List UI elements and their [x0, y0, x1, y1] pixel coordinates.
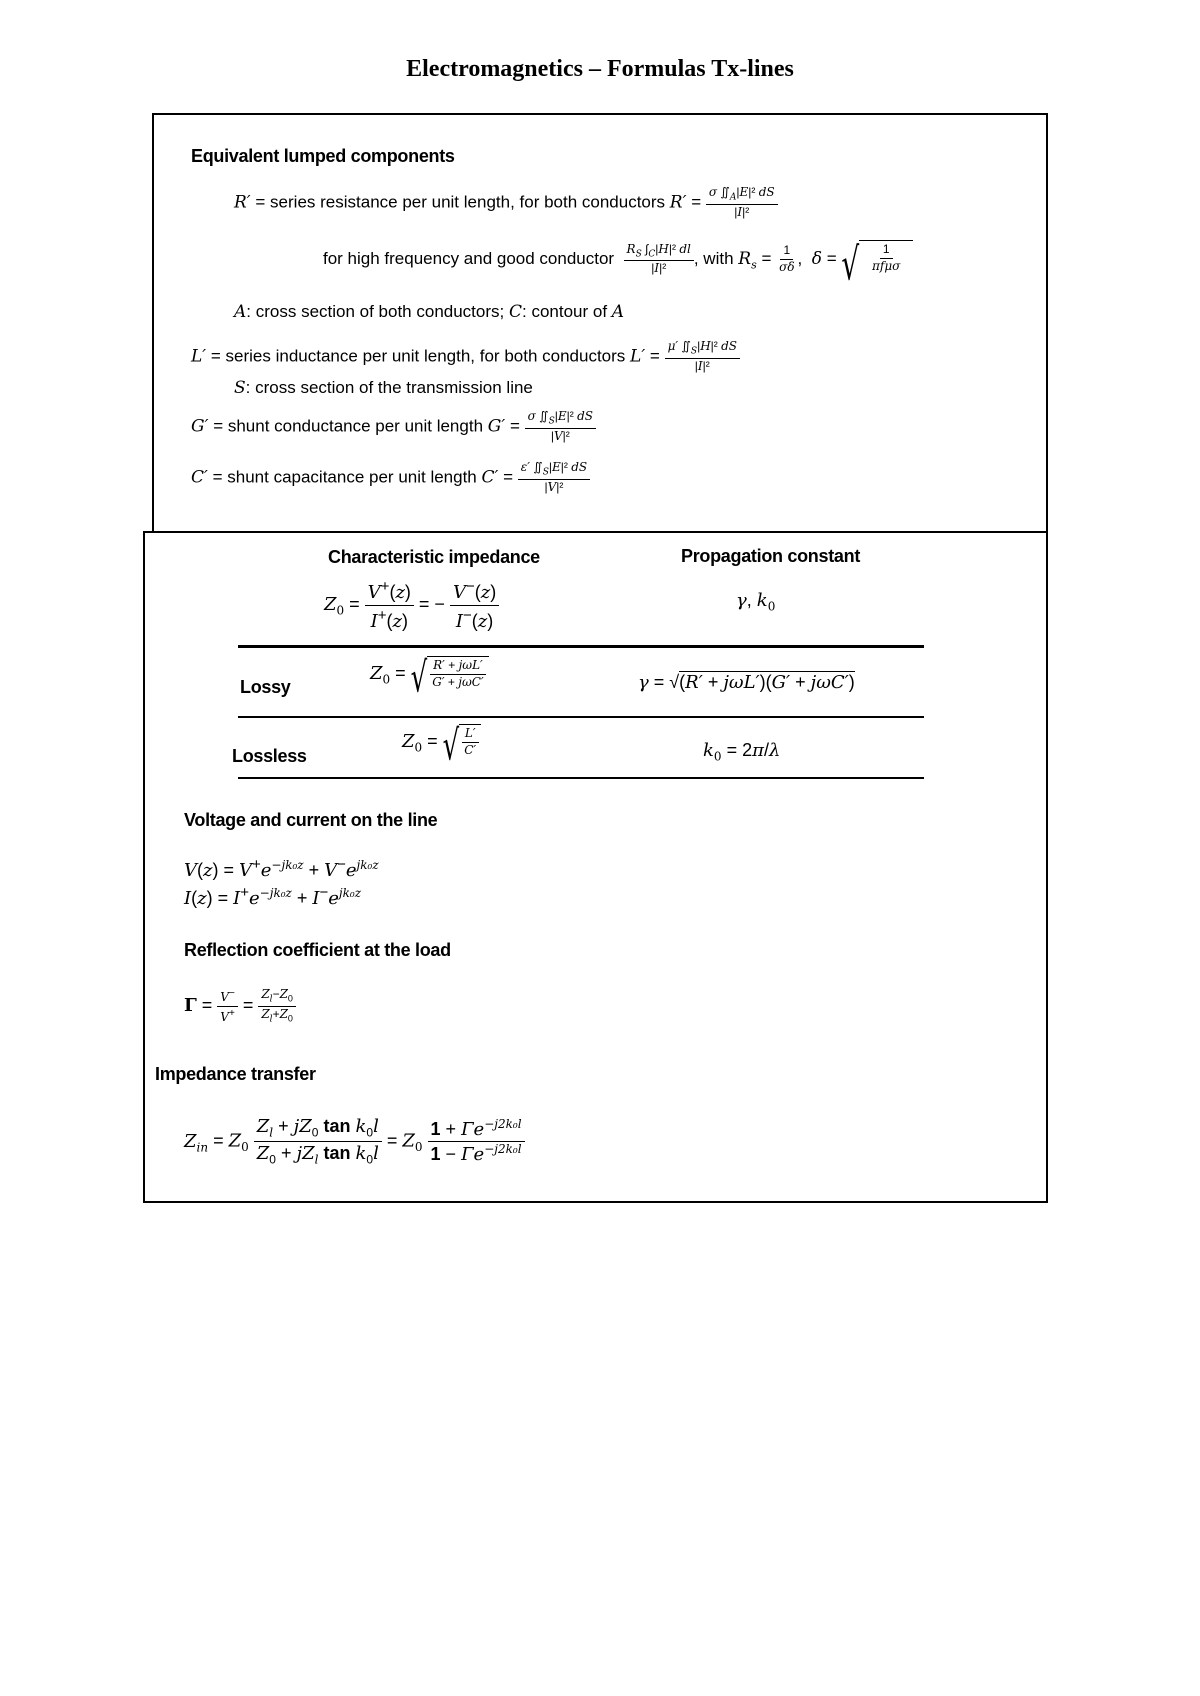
voltage-equation: $V(z) = V^+e^{-jk_0z} + V^-e^{jk_0z}$ — [184, 856, 379, 881]
lossless-z0-formula: $Z_0$ = √ $\frac{L'}{C'}$ — [402, 724, 481, 760]
rs-formula: $\frac{1}{\sigma\delta}$ — [779, 243, 795, 274]
l-prime-text: = series inductance per unit length, for both conductors — [210, 346, 626, 366]
lossy-gamma-formula: γ = √(R′ + jωL′)(G′ + jωC′) — [638, 672, 855, 693]
rs-integral-formula: $\frac{R_S \int_C|H|^2 dl}{\text{|I|²}}$ — [624, 243, 694, 277]
cross-section-a-line: A: cross section of both conductors; C: contour of A — [234, 302, 625, 322]
table-rule-middle — [238, 716, 924, 718]
row-lossy-label: Lossy — [240, 677, 291, 697]
with-text: , with — [693, 248, 734, 268]
reflection-formula: Γ = $\frac{V^-}{V^+}$ = $\frac{Z_l-Z_0}{Z_l+Z_0}$ — [184, 988, 296, 1025]
col-heading-propagation: Propagation constant — [681, 546, 861, 566]
c-prime-text: = shunt capacitance per unit length — [212, 467, 477, 487]
c-prime-definition: C′ = shunt capacitance per unit length C′ = $\frac{\varepsilon' ∬_S|E|^2 dS}{\text{|V|²}}$ — [191, 461, 590, 495]
c-prime-formula: $\frac{\varepsilon' ∬_S|E|^2 dS}{\text{|V|²}}$ — [518, 461, 590, 495]
r-prime-formula: $\frac{\sigma ∬_A|E|^2 dS}{\text{|I|²}}$ — [706, 186, 778, 220]
impedance-transfer-heading: Impedance transfer — [155, 1064, 316, 1084]
current-equation: $I(z) = I^+e^{-jk_0z} + I^-e^{jk_0z}$ — [184, 884, 362, 909]
r-prime-text: = series resistance per unit length, for both conductors — [255, 192, 666, 212]
impedance-transfer-formula: $Z_{in} = Z_0$ $\frac{Z_l + jZ_0 \tan k_0l}{Z_0 + jZ_l \tan k_0l}$ = $Z_0$ $\frac{1 + \Gamma e^{-j2k_0l}}{1 - \Gamma e^{-j2k_0l}}$ — [184, 1116, 525, 1168]
row-lossless-label: Lossless — [232, 746, 307, 766]
gamma-k0-symbols: γ, $k_0$ — [736, 590, 776, 614]
table-rule-top — [238, 645, 924, 648]
lossless-k0-formula: $k_0 = 2\pi/\lambda$ — [703, 740, 781, 764]
page-title: Electromagnetics – Formulas Tx-lines — [406, 56, 794, 82]
g-prime-definition: G′ = shunt conductance per unit length G′ = $\frac{\sigma ∬_S|E|^2 dS}{\text{|V|²}}$ — [191, 410, 596, 444]
lossy-z0-formula: $Z_0$ = √ $\frac{\text{R′ + jωL′}}{\text{G′ + jωC′}}$ — [370, 656, 489, 692]
table-rule-bottom — [238, 777, 924, 779]
l-prime-formula: $\frac{\mu' ∬_S|H|^2 dS}{\text{|I|²}}$ — [665, 340, 740, 374]
r-prime-definition: R′ = series resistance per unit length, for both conductors R′ = $\frac{\sigma ∬_A|E|^2 dS}{\text{|I|²}}$ — [234, 186, 778, 220]
z0-definition-formula: $Z_0$ = $\frac{V^+(z)}{I^+(z)}$ = − $\frac{V^-(z)}{I^-(z)}$ — [324, 578, 499, 632]
g-prime-text: = shunt conductance per unit length — [213, 416, 484, 436]
delta-formula: √ $\frac{1}{\text{πfμσ}}$ — [841, 240, 913, 279]
high-frequency-line: for high frequency and good conductor $\frac{R_S \int_C|H|^2 dl}{\text{|I|²}}$ , with $R_s$ = $\frac{1}{\sigma\delta}$ , δ = √ $\frac{1}{\text{πfμσ}}$ — [323, 240, 913, 279]
hf-text: for high frequency and good conductor — [323, 248, 615, 268]
l-prime-definition: L′ = series inductance per unit length, for both conductors L′ = $\frac{\mu' ∬_S|H|^2 dS}{\text{|I|²}}$ — [191, 340, 740, 374]
lumped-heading: Equivalent lumped components — [191, 146, 455, 166]
col-heading-impedance: Characteristic impedance — [328, 547, 540, 567]
cross-section-s-line: S: cross section of the transmission line — [234, 378, 533, 398]
g-prime-formula: $\frac{\sigma ∬_S|E|^2 dS}{\text{|V|²}}$ — [525, 410, 596, 444]
reflection-heading: Reflection coefficient at the load — [184, 940, 451, 960]
voltage-current-heading: Voltage and current on the line — [184, 810, 438, 830]
